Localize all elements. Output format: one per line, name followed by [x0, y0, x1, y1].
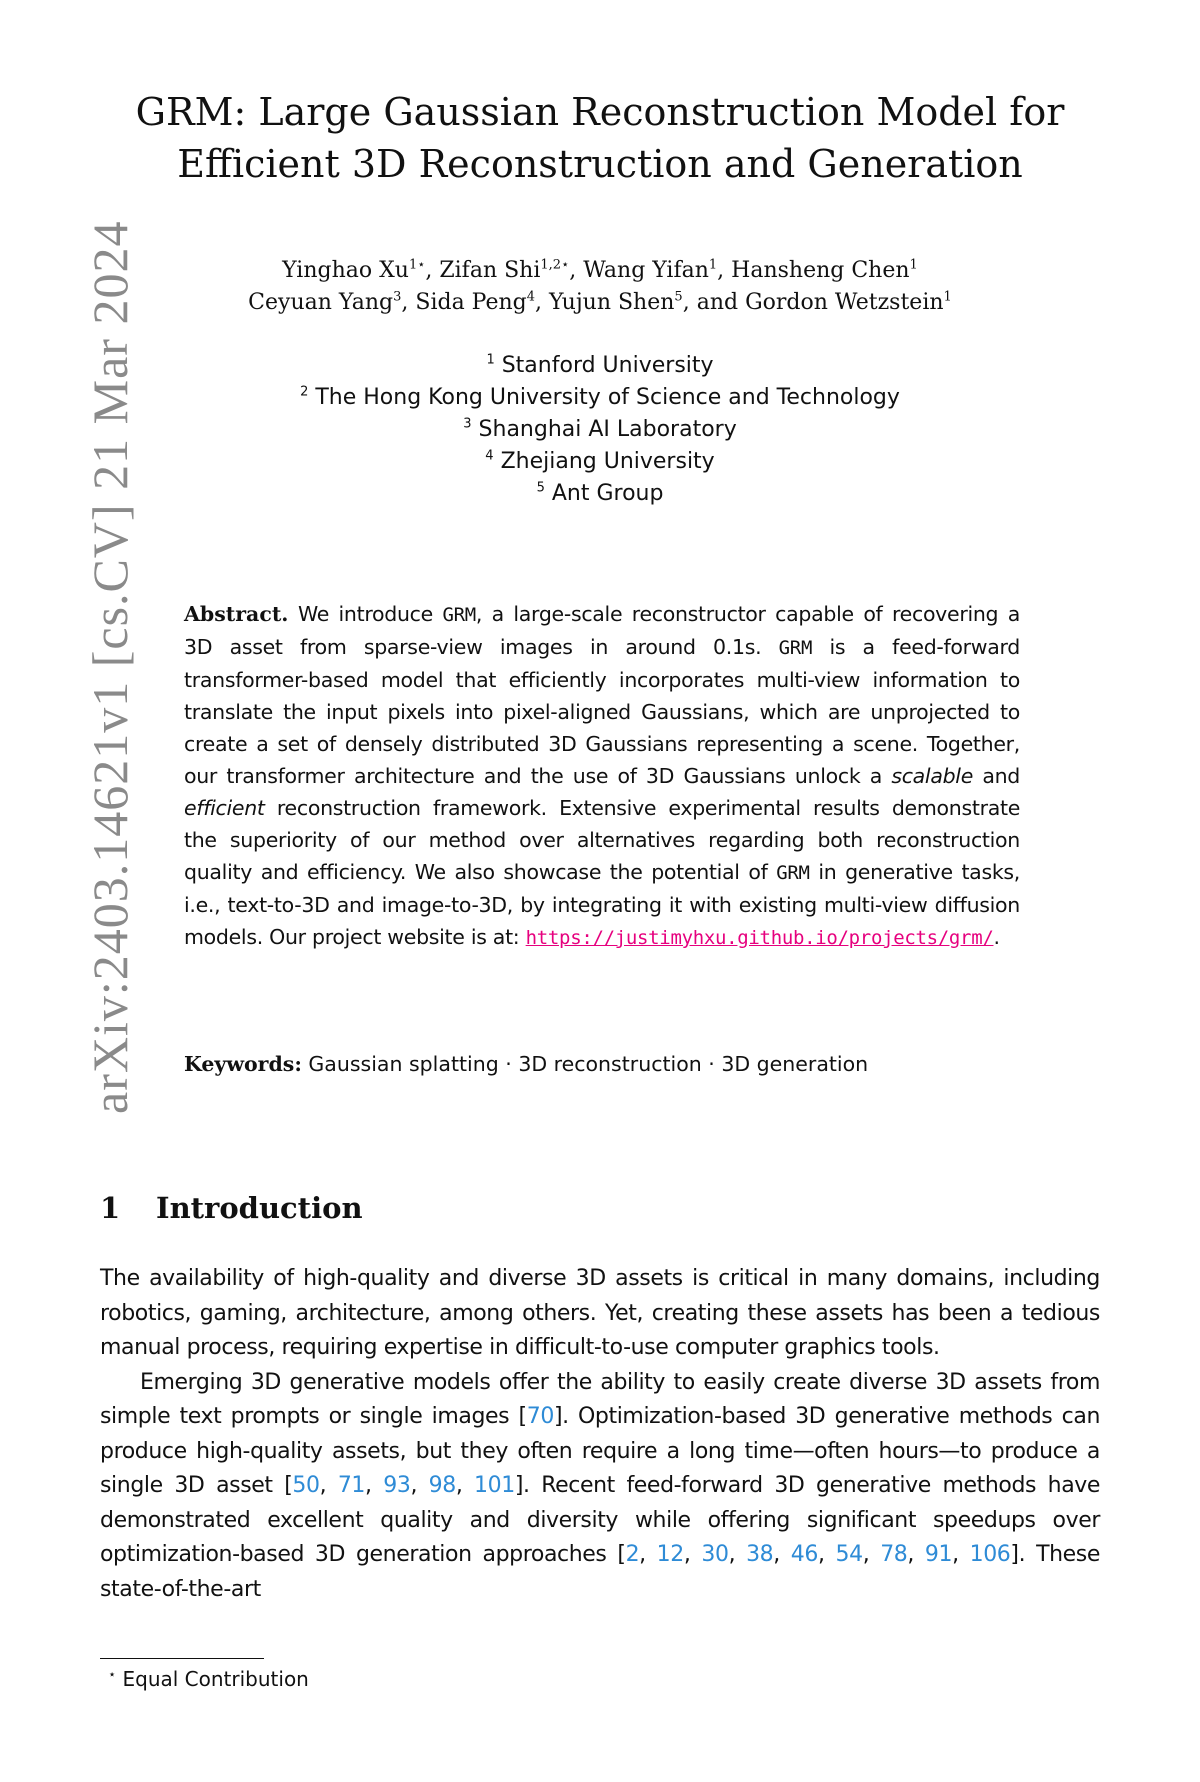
citation-link[interactable]: 93 — [383, 1473, 411, 1498]
citation-link[interactable]: 50 — [292, 1473, 320, 1498]
affiliation-name: Stanford University — [501, 353, 714, 378]
citation-link[interactable]: 2 — [625, 1542, 640, 1567]
arxiv-identifier-stamp: arXiv:2403.14621v1 [cs.CV] 21 Mar 2024 — [82, 220, 138, 1114]
paragraph-text: ]. These state-of-the-art — [100, 1542, 1100, 1602]
author-line-2: Ceyuan Yang$^3$, Sida Peng$^4$, Yujun Shen$^5$, and Gordon Wetzstein$^1$ — [248, 289, 952, 315]
author-affil-mark: 3 — [393, 289, 402, 305]
author-line-1: Yinghao $Xu^{1⋆}$, Zifan Shi$^{1,2⋆}$, Wang Yifan$^1$, Hansheng Chen$^1$ — [282, 257, 918, 283]
affiliation-number: 2 — [300, 384, 309, 400]
section-title: Introduction — [156, 1191, 363, 1225]
keyword: Gaussian splatting — [308, 1052, 499, 1076]
paragraph-text: Emerging 3D generative models offer the ability to easily create diverse 3D assets from simple text prompts or single images [ — [100, 1369, 1100, 1429]
author-name: Yinghao Xu — [282, 258, 409, 283]
affiliation-name: Ant Group — [551, 481, 664, 506]
paragraph: Emerging 3D generative models offer the ability to easily create diverse 3D assets from simple text prompts or single images [70]. Optimization-based 3D generative methods can produce high-quality assets, but they often require a long time—often hours—to produce a single 3D asset [50, 71, 93, 98, 101]. Recent feed-forward 3D generative methods have demonstrated excellent quality and diversity while offering significant speedups over optimization-based 3D generation approaches [2, 12, 30, 38, 46, 54, 78, 91, 106]. These state-of-the-art — [100, 1369, 1101, 1602]
author-affil-mark: 5 — [674, 289, 683, 305]
abstract — [184, 598, 1020, 954]
affiliation-list — [150, 350, 1050, 510]
author-name: Ceyuan Yang — [248, 290, 394, 315]
citation-link[interactable]: 98 — [428, 1473, 456, 1498]
author-name: Hansheng Chen — [731, 258, 910, 283]
abstract-text: is a feed-forward transformer-based model that efficiently incorporates multi-view information to translate the input pixels into pixel-aligned Gaussians, which are unprojected to create a set of densely distributed 3D Gaussians representing a scene. Together, our transformer architecture and the use of 3D Gaussians unlock a — [184, 635, 1021, 788]
author-name: Yujun Shen — [549, 290, 675, 315]
abstract-text: , a large-scale reconstructor capable of recovering a 3D asset from sparse-view images in around 0.1s. — [184, 602, 1021, 659]
abstract-emphasis: efficient — [184, 796, 265, 820]
method-name: GRM — [442, 604, 476, 626]
citation-link[interactable]: 106 — [969, 1542, 1011, 1567]
affiliation-name: Zhejiang University — [500, 449, 715, 474]
citation-link[interactable]: 78 — [880, 1542, 908, 1567]
paragraph-text: ]. Recent feed-forward 3D generative methods have demonstrated excellent quality and diversity while offering significant speedups over optimization-based 3D generation approaches [ — [100, 1473, 1101, 1567]
citation-link[interactable]: 46 — [790, 1542, 818, 1567]
citation-link[interactable]: 12 — [656, 1542, 684, 1567]
author-conjunction: and — [696, 290, 739, 315]
abstract-text: We introduce — [297, 602, 433, 626]
affiliation — [150, 478, 1050, 510]
abstract-emphasis: scalable — [891, 764, 974, 788]
project-website-link[interactable]: https://justimyhxu.github.io/projects/grm/ — [525, 927, 994, 949]
keywords-label: Keywords: — [184, 1052, 302, 1076]
citation-link[interactable]: 71 — [337, 1473, 366, 1498]
affiliation — [150, 382, 1050, 414]
method-name: GRM — [776, 862, 810, 884]
affiliation — [150, 414, 1050, 446]
affiliation — [150, 350, 1050, 382]
author-affil-mark: 4 — [526, 289, 536, 305]
keyword: 3D reconstruction — [518, 1052, 702, 1076]
affiliation — [150, 446, 1050, 478]
author-name: Wang Yifan — [583, 258, 709, 283]
citation-link[interactable]: 70 — [526, 1404, 554, 1429]
author-affil-mark: 1 — [909, 257, 918, 273]
author-name: Sida Peng — [415, 290, 527, 315]
footnote-mark: ⋆ — [108, 1667, 117, 1683]
abstract-text: in generative tasks, i.e., text-to-3D and image-to-3D, by integrating it with existing multi-view diffusion models. Our project website is at: — [184, 860, 1020, 949]
footnote — [108, 1664, 309, 1694]
keyword: 3D generation — [721, 1052, 869, 1076]
affiliation-number: 3 — [463, 416, 472, 432]
keyword-separator: · — [505, 1052, 512, 1076]
keywords — [184, 1048, 1020, 1080]
author-list — [110, 255, 1090, 319]
affiliation-name: Shanghai AI Laboratory — [478, 417, 737, 442]
citation-link[interactable]: 91 — [924, 1542, 953, 1567]
abstract-text: and — [982, 764, 1021, 788]
affiliation-number: 4 — [485, 448, 494, 464]
citation-link[interactable]: 30 — [701, 1542, 729, 1567]
author-affil-mark: 1 — [708, 257, 718, 273]
introduction-body — [100, 1262, 1100, 1607]
author-name: Gordon Wetzstein — [745, 290, 944, 315]
citation-link[interactable]: 101 — [474, 1473, 515, 1498]
abstract-text: . — [993, 925, 1000, 949]
method-name: GRM — [778, 637, 813, 659]
section-heading — [100, 1188, 363, 1228]
citation-link[interactable]: 38 — [746, 1542, 774, 1567]
citation-link[interactable]: 54 — [835, 1542, 863, 1567]
abstract-text: reconstruction framework. Extensive experimental results demonstrate the superiority of our method over alternatives regarding both reconstruction quality and efficiency. We also showcase the potential of — [184, 796, 1021, 884]
paragraph-text: ]. Optimization-based 3D generative methods can produce high-quality assets, but they often require a long time—often hours—to produce a single 3D asset [ — [100, 1404, 1100, 1498]
affiliation-number: 1 — [486, 352, 495, 368]
affiliation-name: The Hong Kong University of Science and Technology — [315, 385, 900, 410]
author-affil-mark: 1 — [943, 289, 952, 305]
title-line-2: Efficient 3D Reconstruction and Generation — [177, 142, 1023, 186]
affiliation-number: 5 — [536, 480, 545, 496]
author-name: Zifan Shi — [439, 258, 541, 283]
section-number: 1 — [100, 1191, 121, 1225]
footnote-divider — [100, 1658, 264, 1659]
keyword-separator: · — [708, 1052, 715, 1076]
author-affil-mark: 1⋆ — [408, 257, 426, 273]
author-affil-mark: 1,2⋆ — [540, 257, 570, 273]
footnote-text: Equal Contribution — [122, 1667, 309, 1691]
abstract-label: Abstract. — [184, 602, 289, 626]
paragraph: The availability of high-quality and diverse 3D assets is critical in many domains, including robotics, gaming, architecture, among others. Yet, creating these assets has been a tedious manual process, requiring expertise in difficult-to-use computer graphics tools. — [100, 1266, 1100, 1360]
paper-title — [100, 86, 1100, 190]
title-line-1: GRM: Large Gaussian Reconstruction Model for — [135, 90, 1065, 134]
